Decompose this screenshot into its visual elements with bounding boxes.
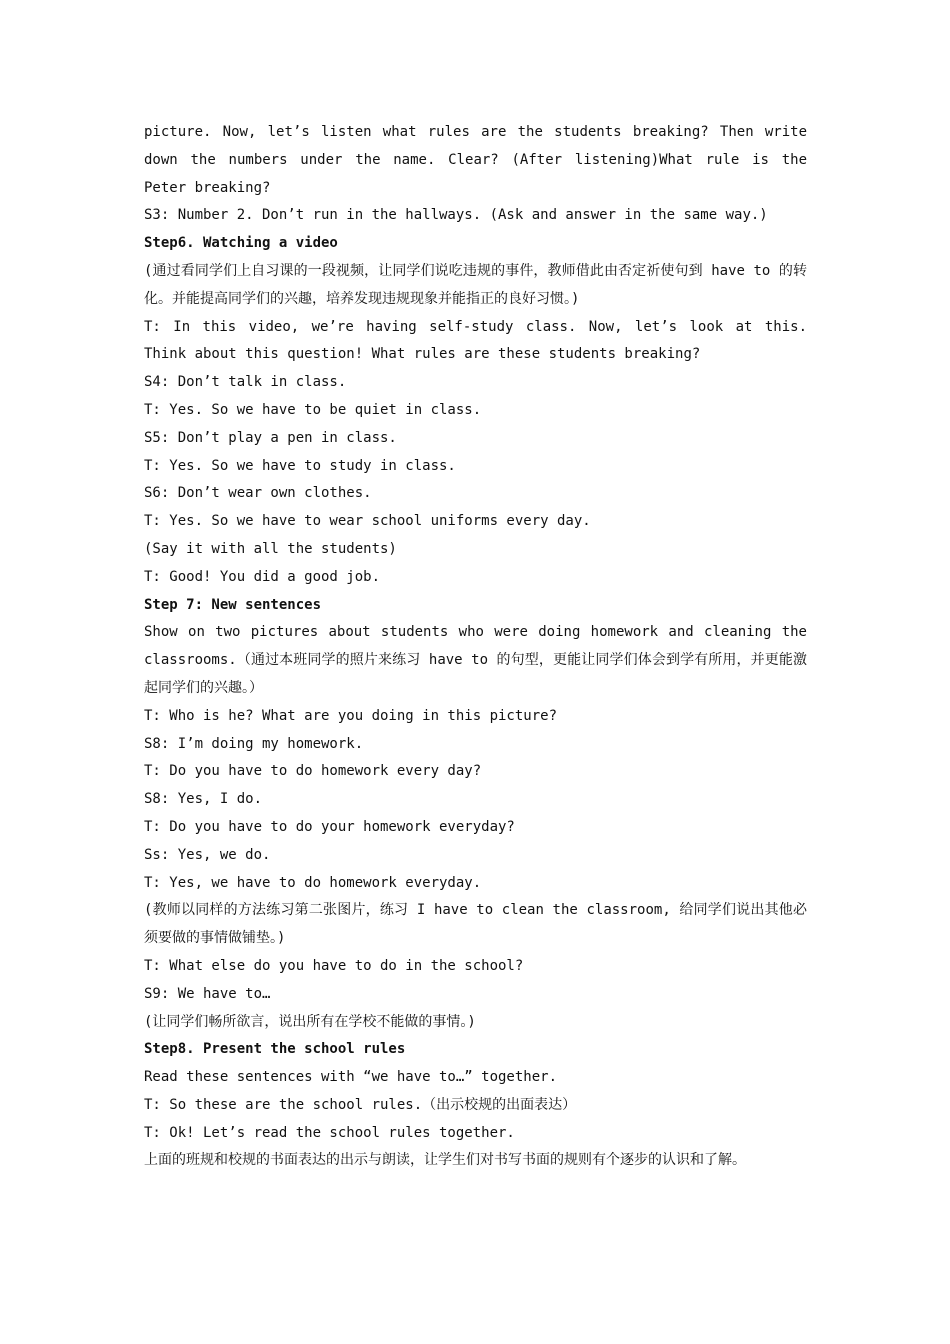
- dialogue-line: T: Yes. So we have to wear school uniforms every day.: [144, 513, 591, 530]
- dialogue-line: T: Do you have to do your homework everyday?: [144, 818, 515, 835]
- dialogue-line: T: Yes, we have to do homework everyday.: [144, 874, 482, 891]
- dialogue-line: S9: We have to…: [144, 985, 271, 1002]
- paragraph-step6-note: (通过看同学们上自习课的一段视频，让同学们说吃违规的事件，教师借此由否定祈使句到 have to 的转化。并能提高同学们的兴趣，培养发现违规现象并能指正的良好习惯。): [144, 262, 807, 307]
- paragraph-second-picture-note: (教师以同样的方法练习第二张图片，练习 I have to clean the classroom, 给同学们说出其他必须要做的事情做铺垫。): [144, 902, 807, 947]
- dialogue-line: T: Good! You did a good job.: [144, 568, 381, 585]
- stage-direction: (让同学们畅所欲言，说出所有在学校不能做的事情。): [144, 1013, 476, 1030]
- dialogue-line: T: Who is he? What are you doing in this picture?: [144, 707, 558, 724]
- heading-step7: Step 7: New sentences: [144, 596, 322, 613]
- dialogue-line: T: So these are the school rules.（出示校规的出面表达）: [144, 1096, 577, 1113]
- paragraph-read-sentences: Read these sentences with “we have to…” together.: [144, 1069, 558, 1086]
- heading-step8: Step8. Present the school rules: [144, 1041, 406, 1058]
- dialogue-line: S8: Yes, I do.: [144, 791, 263, 808]
- dialogue-line: S4: Don’t talk in class.: [144, 374, 347, 391]
- dialogue-line: T: Yes. So we have to study in class.: [144, 457, 456, 474]
- document-page: [144, 119, 816, 1175]
- heading-step6: Step6. Watching a video: [144, 235, 338, 252]
- paragraph-listening-instructions: picture. Now, let’s listen what rules are the students breaking? Then write down the numbers under the name. Clear? (After listening)What rule is the Peter breaking?: [144, 124, 816, 196]
- stage-direction: (Say it with all the students): [144, 540, 397, 557]
- dialogue-line: S6: Don’t wear own clothes.: [144, 485, 372, 502]
- dialogue-line: Ss: Yes, we do.: [144, 846, 271, 863]
- dialogue-line: S8: I’m doing my homework.: [144, 735, 364, 752]
- paragraph-s3-answer: S3: Number 2. Don’t run in the hallways. (Ask and answer in the same way.): [144, 207, 768, 224]
- paragraph-summary: 上面的班规和校规的书面表达的出示与朗读，让学生们对书写书面的规则有个逐步的认识和了解。: [144, 1152, 746, 1169]
- dialogue-line: T: Ok! Let’s read the school rules together.: [144, 1124, 515, 1141]
- paragraph-video-question: T: In this video, we’re having self-study class. Now, let’s look at this. Think about this question! What rules are these students breaking?: [144, 318, 816, 363]
- dialogue-line: S5: Don’t play a pen in class.: [144, 429, 397, 446]
- paragraph-step7-intro: Show on two pictures about students who were doing homework and cleaning the classrooms.（通过本班同学的照片来练习 have to 的句型，更能让同学们体会到学有所用，并更能激起同学们的兴趣。）: [144, 624, 816, 696]
- dialogue-line: T: Yes. So we have to be quiet in class.: [144, 401, 482, 418]
- dialogue-line: T: What else do you have to do in the school?: [144, 957, 524, 974]
- dialogue-line: T: Do you have to do homework every day?: [144, 763, 482, 780]
